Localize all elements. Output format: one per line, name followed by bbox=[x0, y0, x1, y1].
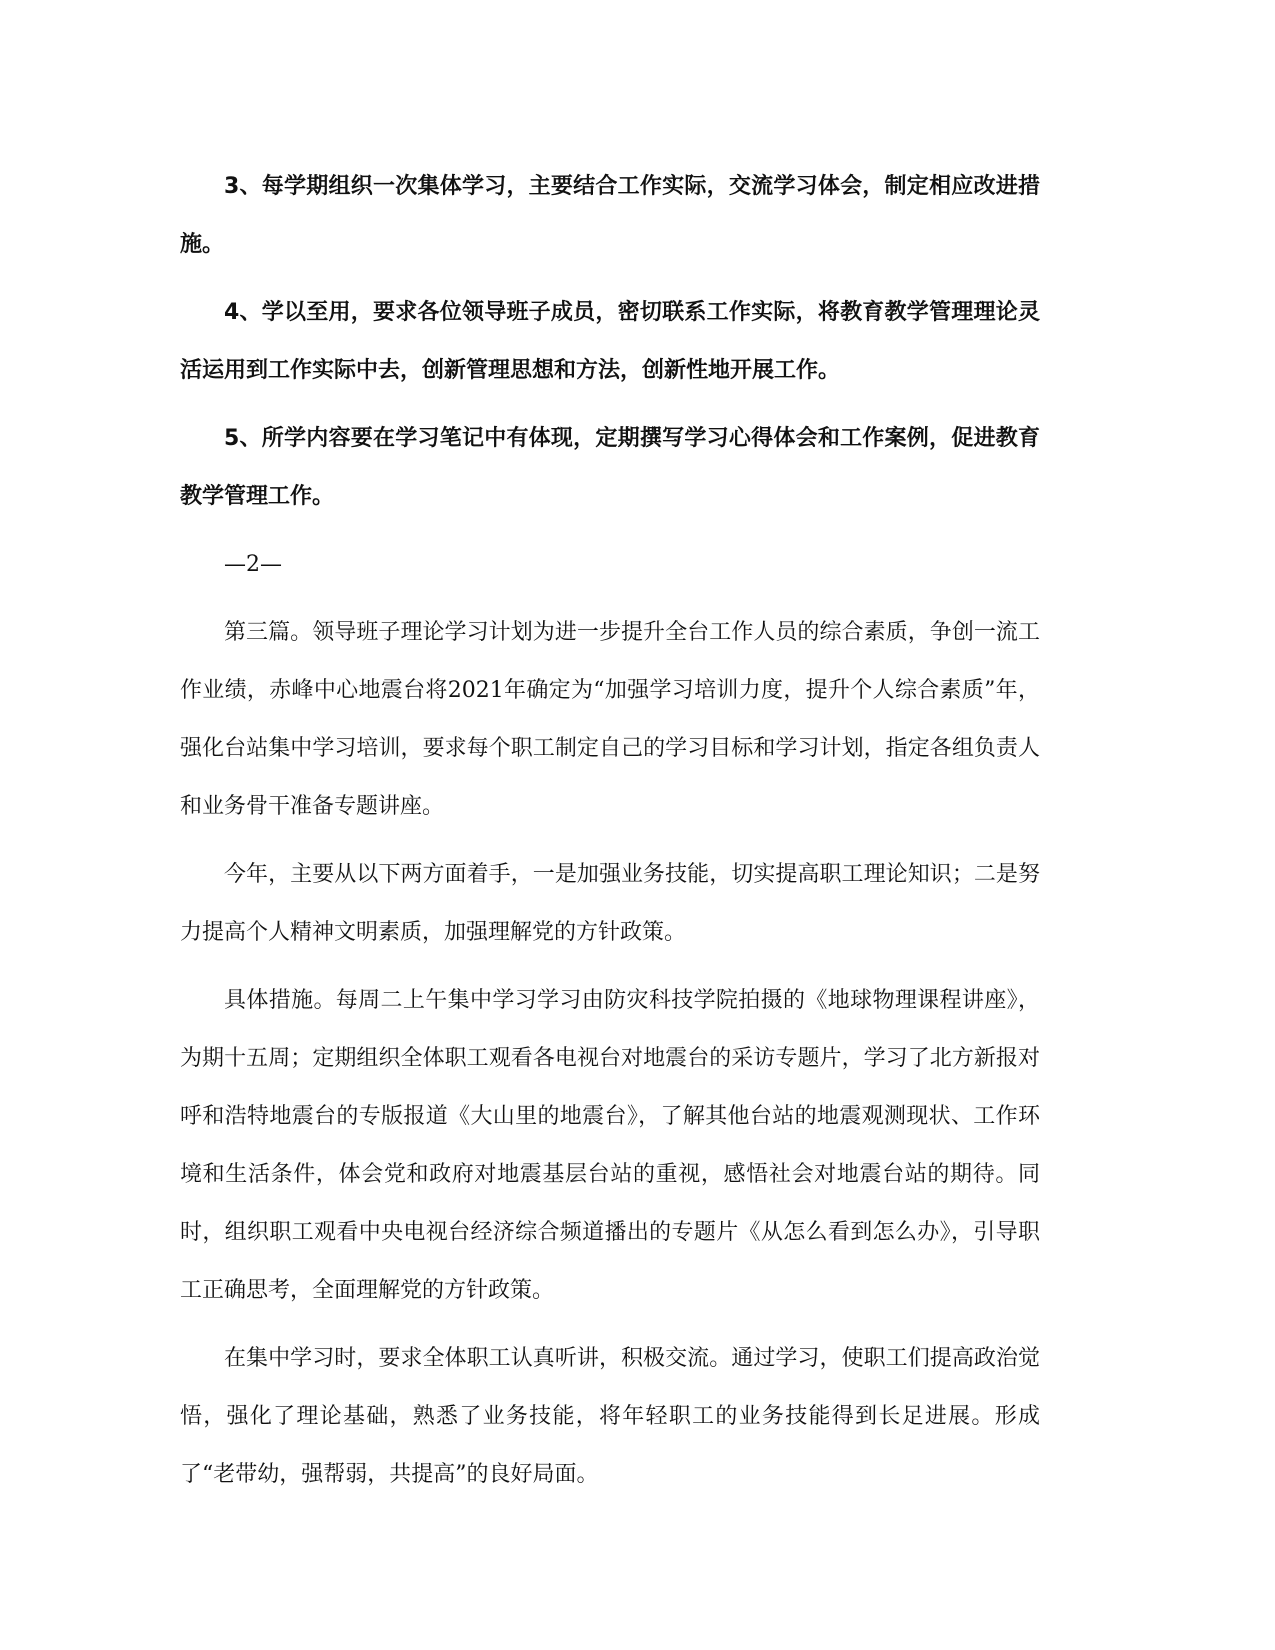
paragraph-focus: 今年，主要从以下两方面着手，一是加强业务技能，切实提高职工理论知识；二是努力提高个人精神文明素质，加强理解党的方针政策。 bbox=[180, 862, 1040, 945]
list-item-3: 3、每学期组织一次集体学习，主要结合工作实际，交流学习体会，制定相应改进措施。 bbox=[180, 174, 1040, 257]
paragraph-measures: 具体措施。每周二上午集中学习学习由防灾科技学院拍摄的《地球物理课程讲座》，为期十五周；定期组织全体职工观看各电视台对地震台的采访专题片，学习了北方新报对呼和浩特地震台的专版报道《大山里的地震台》，了解其他台站的地震观测现状、工作环境和生活条件，体会党和政府对地震基层台站的重视，感悟社会对地震台站的期待。同时，组织职工观看中央电视台经济综合频道播出的专题片《从怎么看到怎么办》，引导职工正确思考，全面理解党的方针政策。 bbox=[180, 988, 1040, 1303]
list-item-4: 4、学以至用，要求各位领导班子成员，密切联系工作实际，将教育教学管理理论灵活运用到工作实际中去，创新管理思想和方法，创新性地开展工作。 bbox=[180, 300, 1040, 383]
paragraph-intro: 第三篇。领导班子理论学习计划为进一步提升全台工作人员的综合素质，争创一流工作业绩，赤峰中心地震台将2021年确定为“加强学习培训力度，提升个人综合素质”年，强化台站集中学习培训，要求每个职工制定自己的学习目标和学习计划，指定各组负责人和业务骨干准备专题讲座。 bbox=[180, 620, 1040, 819]
list-item-5: 5、所学内容要在学习笔记中有体现，定期撰写学习心得体会和工作案例，促进教育教学管理工作。 bbox=[180, 426, 1040, 509]
document-body bbox=[180, 158, 1040, 1514]
paragraph-results: 在集中学习时，要求全体职工认真听讲，积极交流。通过学习，使职工们提高政治觉悟，强化了理论基础，熟悉了业务技能，将年轻职工的业务技能得到长足进展。形成了“老带幼，强帮弱，共提高”的良好局面。 bbox=[180, 1346, 1040, 1487]
page-number: —2— bbox=[224, 552, 282, 577]
